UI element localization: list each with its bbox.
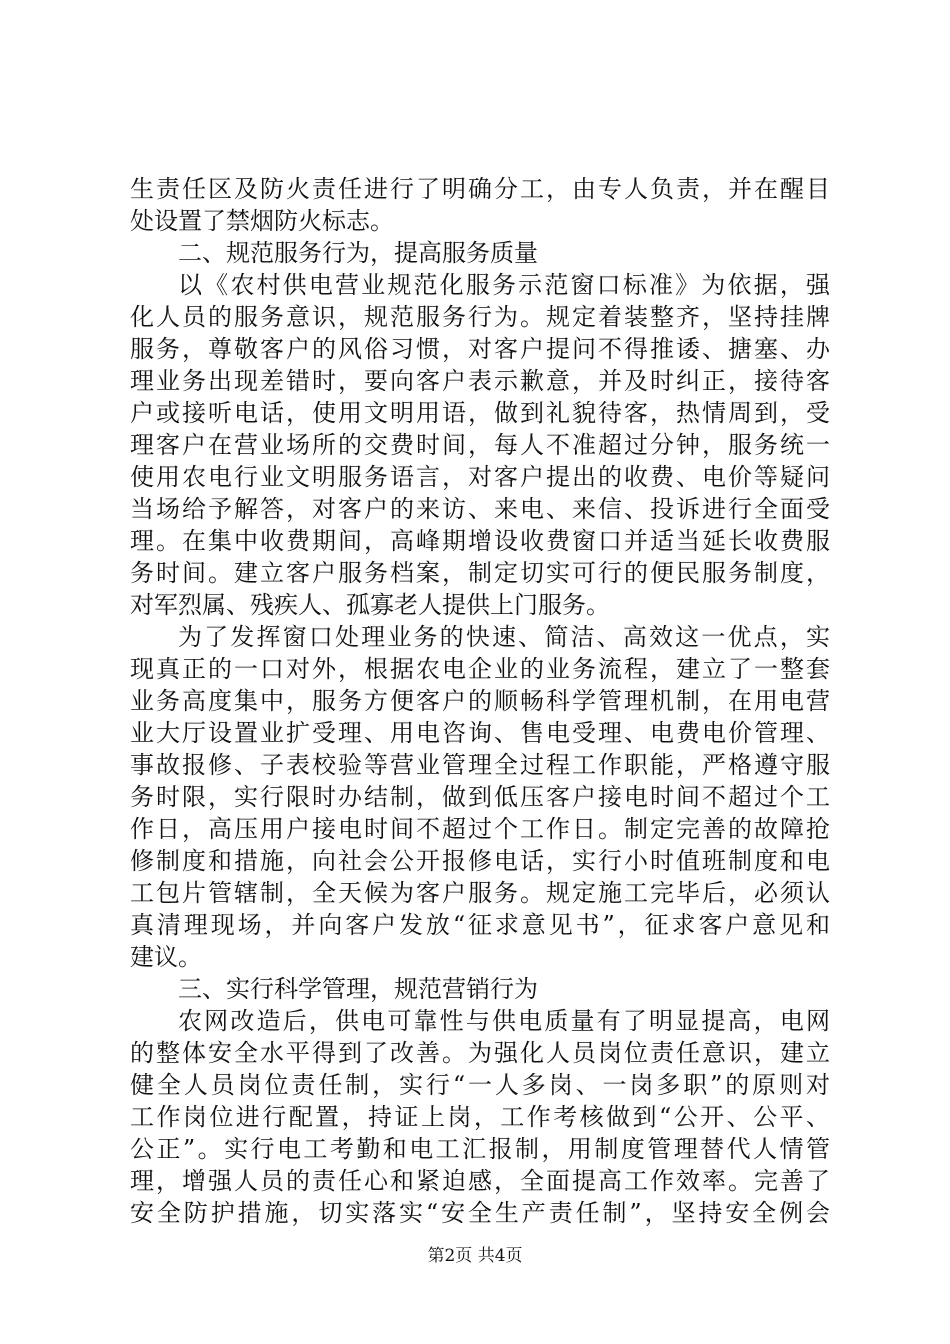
page-footer — [0, 1244, 950, 1268]
text-line: 为了发挥窗口处理业务的快速、简洁、高效这一优点，实 — [178, 623, 830, 651]
text-line: 理，增强人员的责任心和紧迫感，全面提高工作效率。完善了 — [130, 1167, 830, 1195]
text-line: 事故报修、子表校验等营业管理全过程工作职能，严格遵守服 — [130, 751, 830, 779]
text-line: 建议。 — [130, 943, 202, 971]
text-line: 修制度和措施，向社会公开报修电话，实行小时值班制度和电 — [130, 847, 830, 875]
text-line: 务时间。建立客户服务档案，制定切实可行的便民服务制度， — [130, 559, 830, 587]
text-line: 当场给予解答，对客户的来访、来电、来信、投诉进行全面受 — [130, 495, 830, 523]
text-line: 使用农电行业文明服务语言，对客户提出的收费、电价等疑问 — [130, 463, 830, 491]
document-body — [130, 173, 830, 1229]
section-heading: 三、实行科学管理，规范营销行为 — [178, 975, 538, 1003]
text-line: 农网改造后，供电可靠性与供电质量有了明显提高，电网 — [178, 1007, 830, 1035]
text-line: 真清理现场，并向客户发放“征求意见书”，征求客户意见和 — [130, 911, 830, 939]
text-line: 处设置了禁烟防火标志。 — [130, 207, 394, 235]
text-line: 健全人员岗位责任制，实行“一人多岗、一岗多职”的原则对 — [130, 1071, 830, 1099]
text-line: 化人员的服务意识，规范服务行为。规定着装整齐，坚持挂牌 — [130, 303, 830, 331]
text-line: 业大厅设置业扩受理、用电咨询、售电受理、电费电价管理、 — [130, 719, 830, 747]
text-line: 理客户在营业场所的交费时间，每人不准超过分钟，服务统一 — [130, 431, 830, 459]
text-line: 的整体安全水平得到了改善。为强化人员岗位责任意识，建立 — [130, 1039, 830, 1067]
text-line: 服务，尊敬客户的风俗习惯，对客户提问不得推诿、搪塞、办 — [130, 335, 830, 363]
text-line: 作日，高压用户接电时间不超过个工作日。制定完善的故障抢 — [130, 815, 830, 843]
text-line: 务时限，实行限时办结制，做到低压客户接电时间不超过个工 — [130, 783, 830, 811]
text-line: 业务高度集中，服务方便客户的顺畅科学管理机制，在用电营 — [130, 687, 830, 715]
text-line: 现真正的一口对外，根据农电企业的业务流程，建立了一整套 — [130, 655, 830, 683]
text-line: 工包片管辖制，全天候为客户服务。规定施工完毕后，必须认 — [130, 879, 830, 907]
text-line: 公正”。实行电工考勤和电工汇报制，用制度管理替代人情管 — [130, 1135, 830, 1163]
text-line: 以《农村供电营业规范化服务示范窗口标准》为依据，强 — [178, 271, 830, 299]
page-number-label: 第2页 共4页 — [427, 1246, 523, 1266]
section-heading: 二、规范服务行为，提高服务质量 — [178, 239, 538, 267]
text-line: 对军烈属、残疾人、孤寡老人提供上门服务。 — [130, 591, 610, 619]
text-line: 户或接听电话，使用文明用语，做到礼貌待客，热情周到，受 — [130, 399, 830, 427]
text-line: 安全防护措施，切实落实“安全生产责任制”，坚持安全例会 — [130, 1199, 830, 1227]
text-line: 理业务出现差错时，要向客户表示歉意，并及时纠正，接待客 — [130, 367, 830, 395]
text-line: 工作岗位进行配置，持证上岗，工作考核做到“公开、公平、 — [130, 1103, 830, 1131]
text-line: 理。在集中收费期间，高峰期增设收费窗口并适当延长收费服 — [130, 527, 830, 555]
text-line: 生责任区及防火责任进行了明确分工，由专人负责，并在醒目 — [130, 175, 830, 203]
